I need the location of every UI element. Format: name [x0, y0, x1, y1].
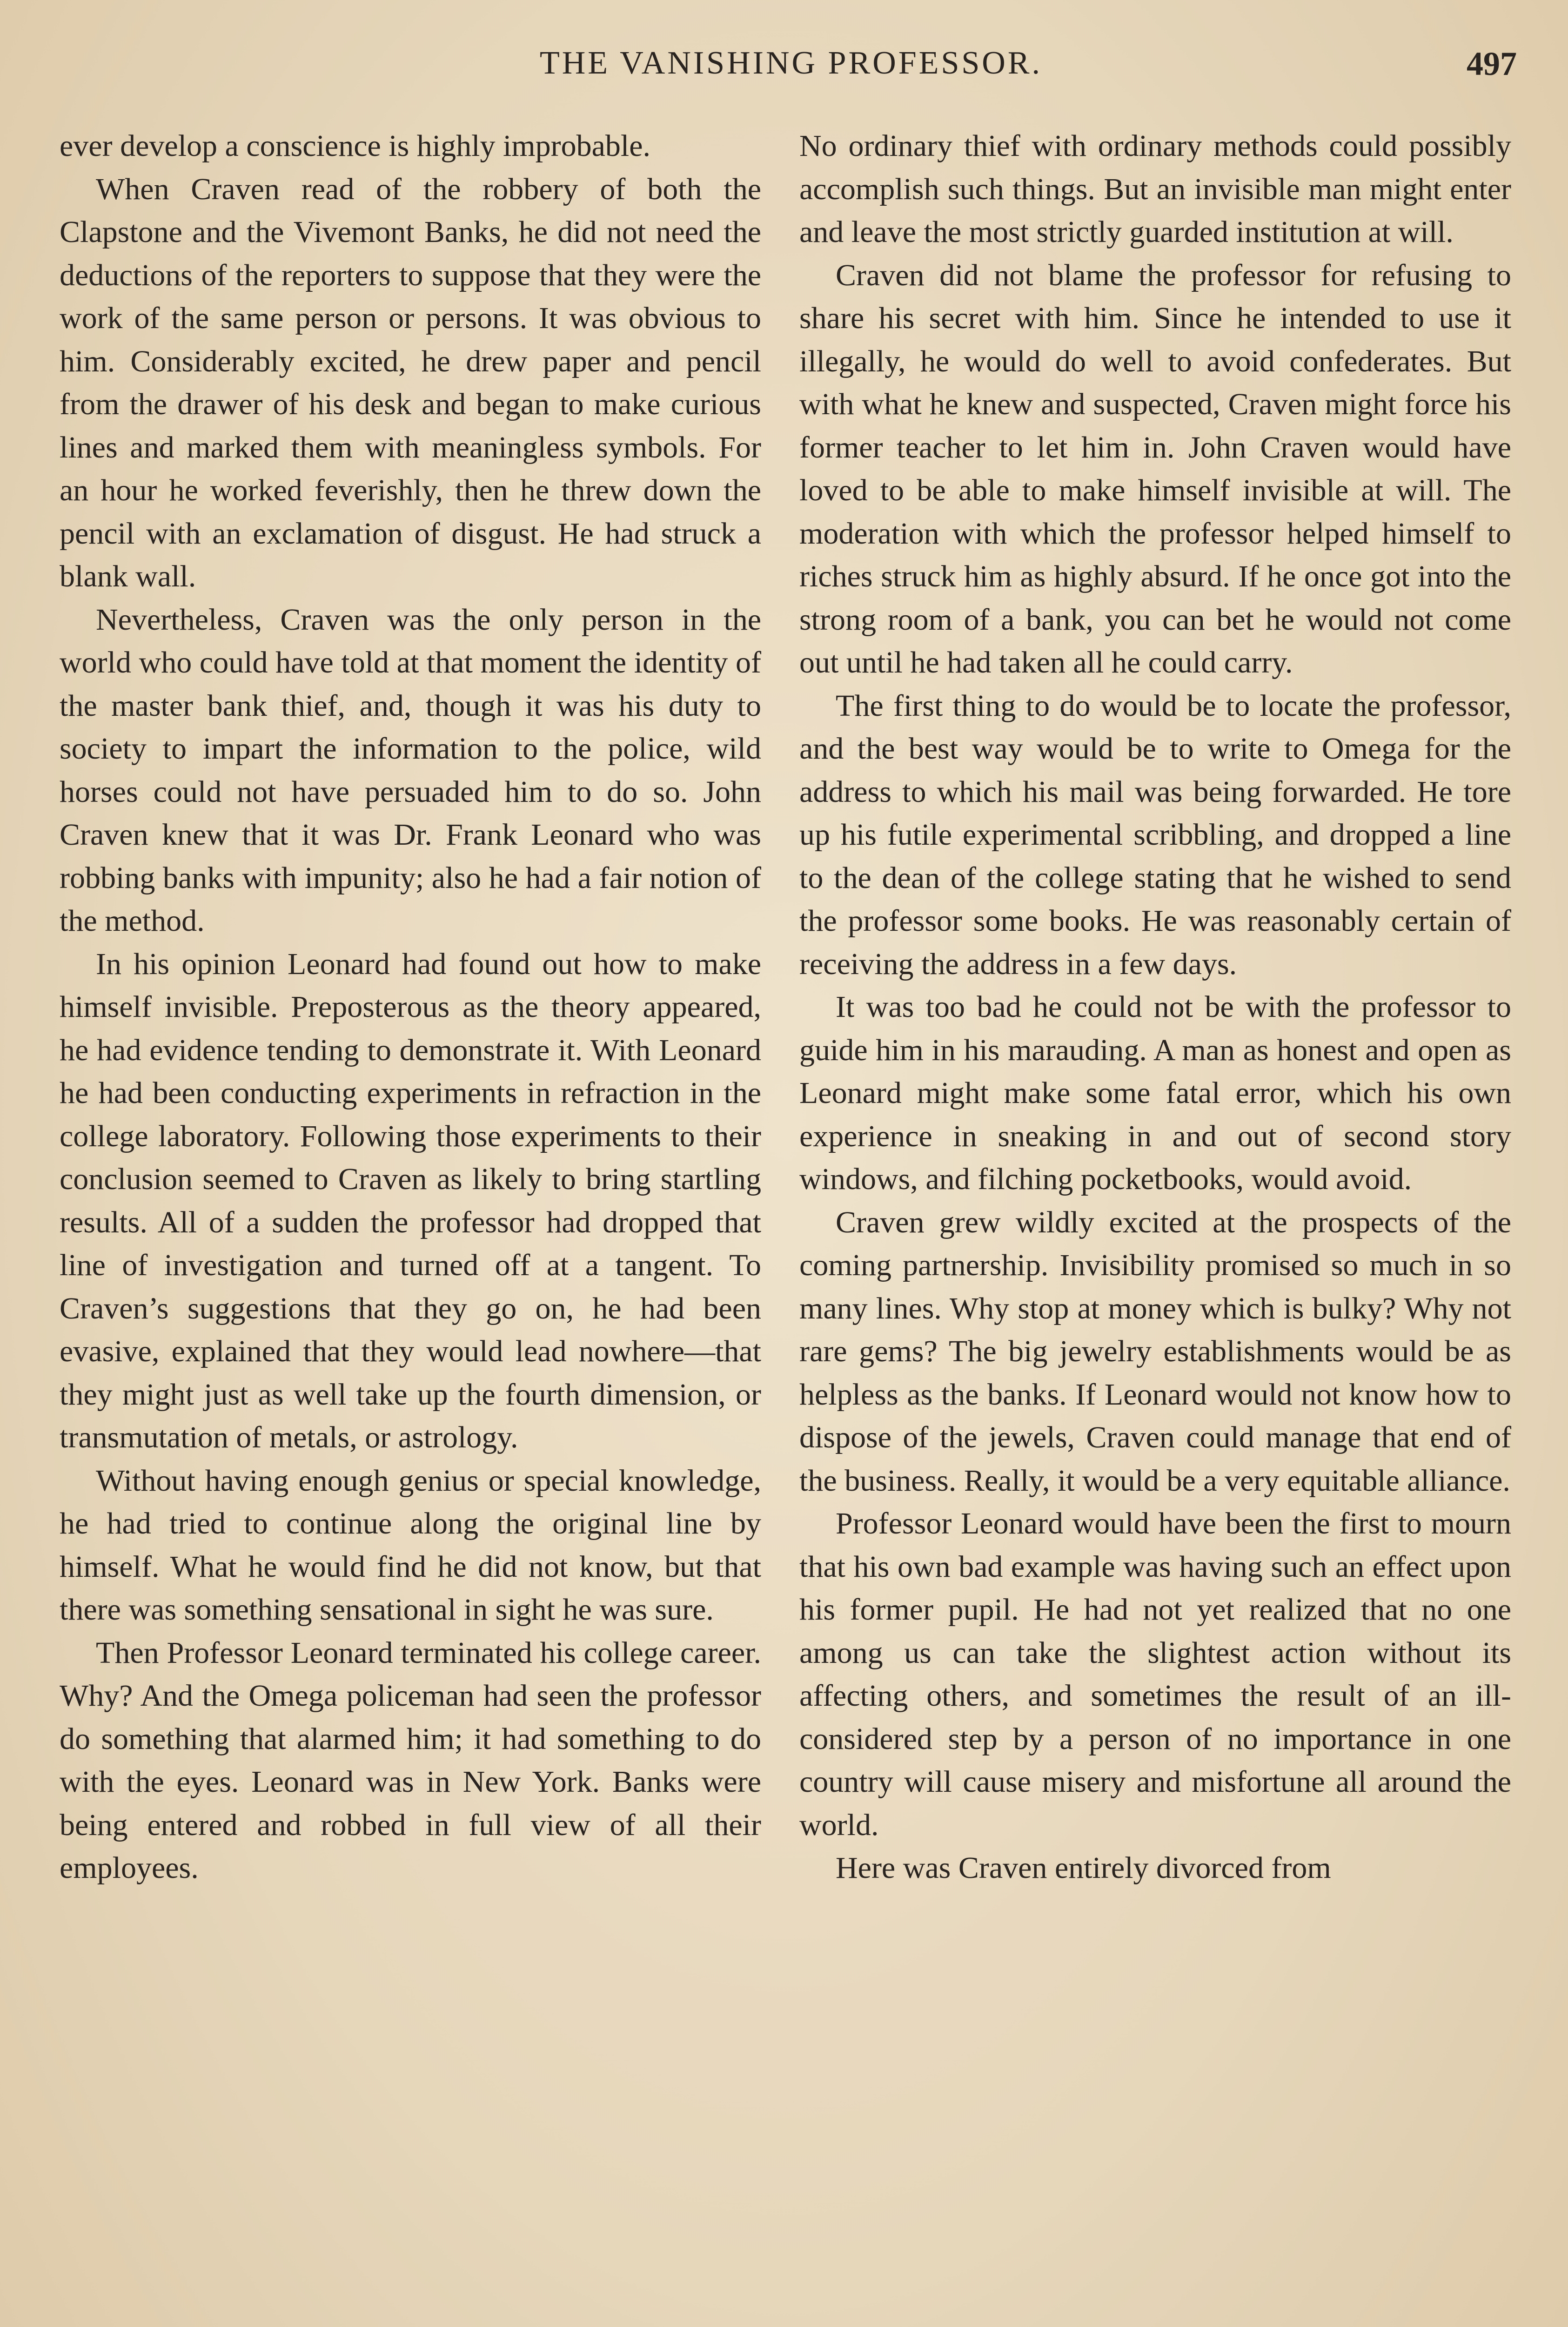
paragraph: Craven did not blame the professor for refusing to share his secret with him. Since he intended to use it illegally, he would do well to avoid confederates. But with what he knew and suspected, Craven might force his former teacher to let him in. John Craven would have loved to be able to make himself invisible at will. The moderation with which the professor helped himself to riches struck him as highly absurd. If he once got into the strong room of a bank, you can bet he would not come out until he had taken all he could carry.: [799, 258, 1511, 679]
paragraph: In his opinion Leonard had found out how to make himself invisible. Preposterous as the theory appeared, he had evidence tending to demonstrate it. With Leonard he had been conducting experiments in refraction in the college laboratory. Following those experiments to their conclusion seemed to Craven as likely to bring startling results. All of a sudden the professor had dropped that line of investigation and turned off at a tangent. To Craven’s suggestions that they go on, he had been evasive, explained that they would lead nowhere—that they might just as well take up the fourth dimension, or transmutation of metals, or astrology.: [60, 947, 761, 1454]
paragraph: When Craven read of the robbery of both the Clapstone and the Vivemont Banks, he did not need the deductions of the reporters to suppose that they were the work of the same person or persons. It was obvious to him. Considerably excited, he drew paper and pencil from the drawer of his desk and began to make curious lines and marked them with meaningless symbols. For an hour he worked feverishly, then he threw down the pencil with an exclamation of disgust. He had struck a blank wall.: [60, 172, 761, 593]
right-column: [799, 125, 1511, 1890]
paragraph: Then Professor Leonard terminated his college career. Why? And the Omega policeman had seen the professor do something that alarmed him; it had something to do with the eyes. Leonard was in New York. Banks were being entered and robbed in full view of all their employees.: [60, 1635, 761, 1885]
paragraph: Nevertheless, Craven was the only person in the world who could have told at that moment the identity of the master bank thief, and, though it was his duty to society to impart the information to the police, wild horses could not have persuaded him to do so. John Craven knew that it was Dr. Frank Leonard who was robbing banks with impunity; also he had a fair notion of the method.: [60, 602, 761, 938]
paragraph: No ordinary thief with ordinary methods could possibly accomplish such things. But an invisible man might enter and leave the most strictly guarded institution at will.: [799, 129, 1511, 249]
running-title: THE VANISHING PROFESSOR.: [539, 45, 1043, 81]
left-column: [60, 125, 761, 1890]
paragraph: The first thing to do would be to locate the professor, and the best way would be to write to Omega for the address to which his mail was being forwarded. He tore up his futile experimental scribbling, and dropped a line to the dean of the college stating that he wished to send the professor some books. He was reasonably certain of receiving the address in a few days.: [799, 688, 1511, 981]
running-header: [65, 45, 1517, 96]
paragraph: Craven grew wildly excited at the prospects of the coming partnership. Invisibility promised so much in so many lines. Why stop at money which is bulky? Why not rare gems? The big jewelry establishments would be as helpless as the banks. If Leonard would not know how to dispose of the jewels, Craven could manage that end of the business. Really, it would be a very equitable alliance.: [799, 1205, 1511, 1498]
paragraph: Without having enough genius or special knowledge, he had tried to continue along the original line by himself. What he would find he did not know, but that there was something sensational in sight he was sure.: [60, 1463, 761, 1627]
paragraph: Professor Leonard would have been the first to mourn that his own bad example was having such an effect upon his former pupil. He had not yet realized that no one among us can take the slightest action without its affecting others, and sometimes the result of an ill-considered step by a person of no importance in one country will cause misery and misfortune all around the world.: [799, 1506, 1511, 1842]
paragraph: It was too bad he could not be with the professor to guide him in his marauding. A man as honest and open as Leonard might make some fatal error, which his own experience in sneaking in and out of second story windows, and filching pocketbooks, would avoid.: [799, 990, 1511, 1196]
page-number: 497: [1467, 45, 1517, 82]
paragraph: ever develop a conscience is highly improbable.: [60, 129, 651, 163]
paragraph: Here was Craven entirely divorced from: [836, 1851, 1331, 1885]
